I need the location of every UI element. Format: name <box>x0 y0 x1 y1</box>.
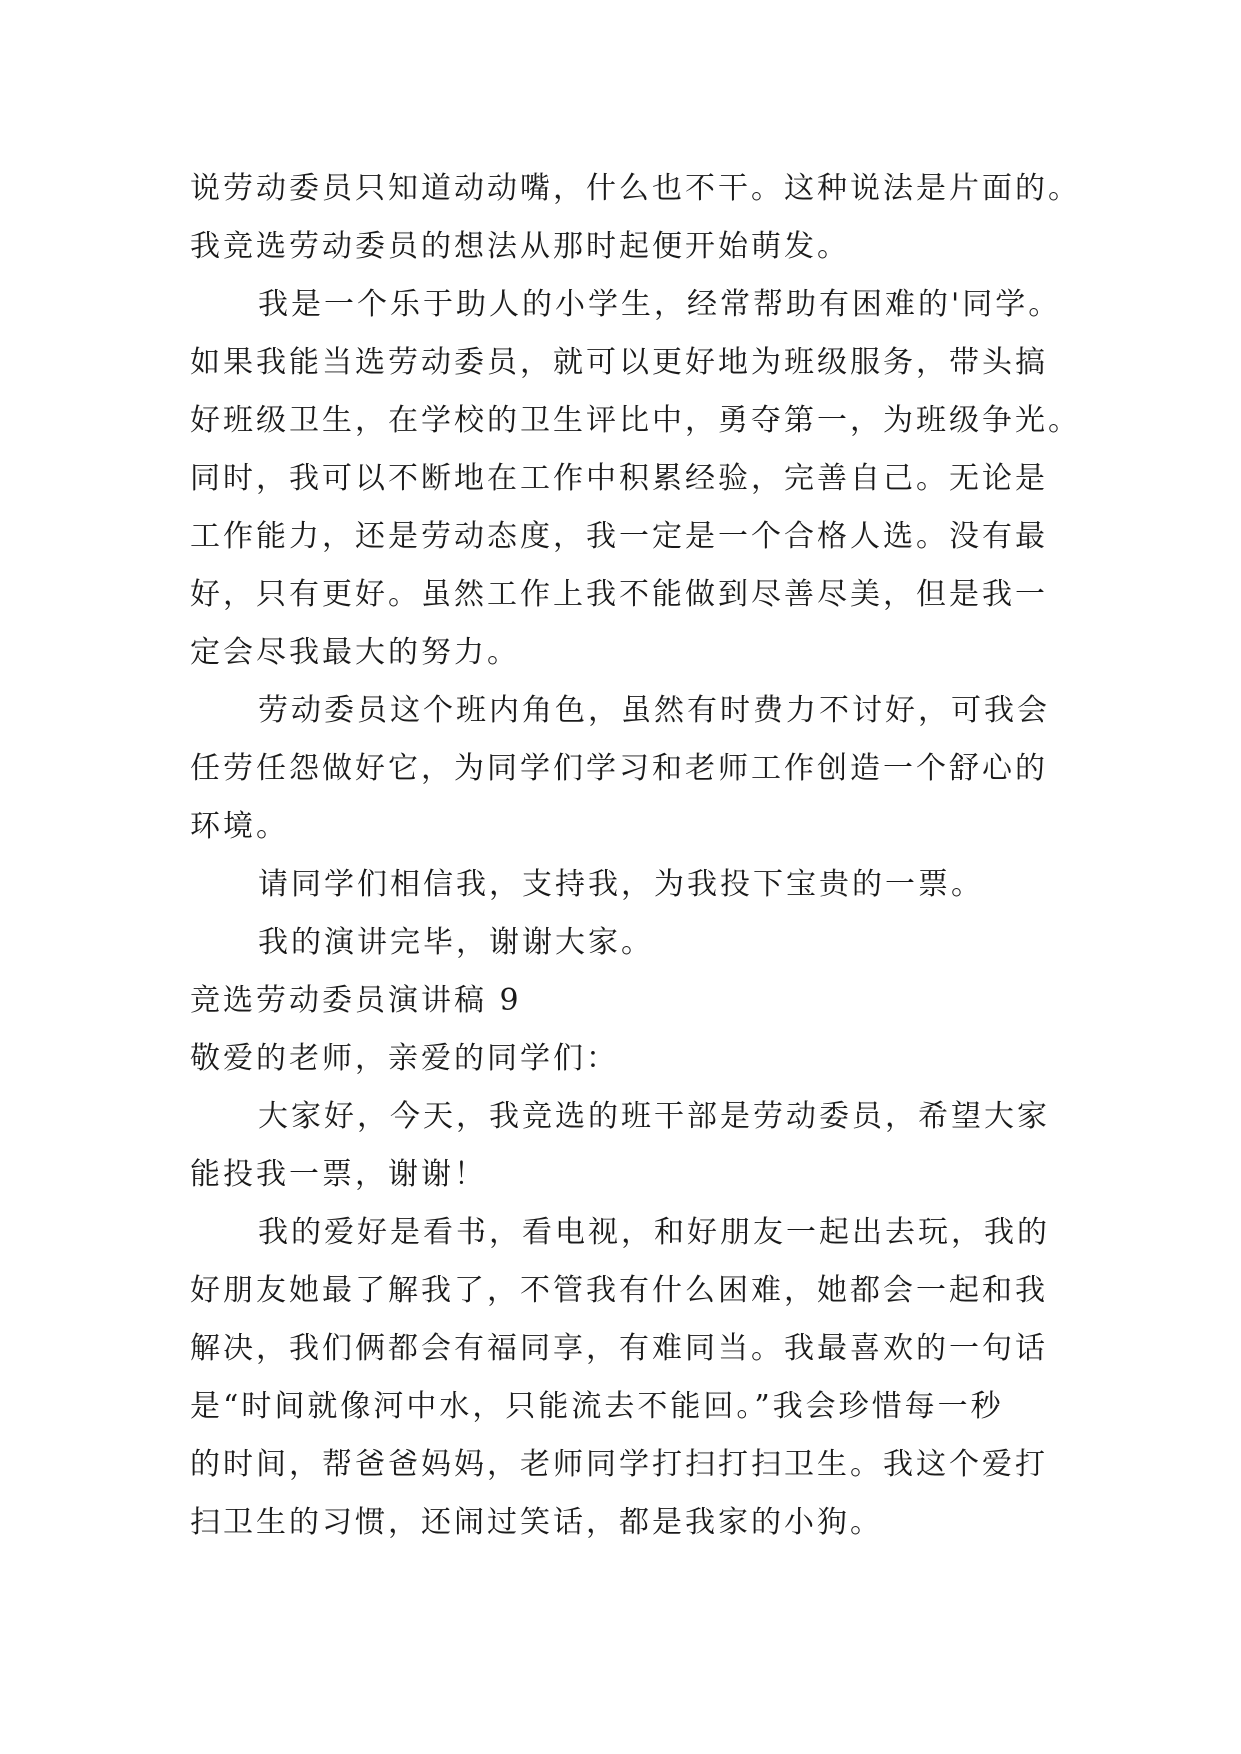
text-line: 我竞选劳动委员的想法从那时起便开始萌发。 <box>190 229 850 264</box>
text-line: 好班级卫生，在学校的卫生评比中，勇夺第一，为班级争光。 <box>190 403 1081 438</box>
text-line: 说劳动委员只知道动动嘴，什么也不干。这种说法是片面的。 <box>190 171 1081 206</box>
text-line: 是“时间就像河中水，只能流去不能回。”我会珍惜每一秒 <box>190 1389 1004 1424</box>
paragraph-start-line: 我的演讲完毕，谢谢大家。 <box>258 925 654 960</box>
text-line: 环境。 <box>190 809 289 844</box>
text-line: 定会尽我最大的努力。 <box>190 635 520 670</box>
text-line: 同时，我可以不断地在工作中积累经验，完善自己。无论是 <box>190 461 1048 496</box>
text-line: 能投我一票，谢谢！ <box>190 1157 487 1192</box>
paragraph-start-line: 大家好，今天，我竞选的班干部是劳动委员，希望大家 <box>258 1099 1050 1134</box>
paragraph-start-line: 请同学们相信我，支持我，为我投下宝贵的一票。 <box>258 867 984 902</box>
paragraph-start-line: 我是一个乐于助人的小学生，经常帮助有困难的'同学。 <box>258 287 1062 322</box>
text-line: 任劳任怨做好它，为同学们学习和老师工作创造一个舒心的 <box>190 751 1048 786</box>
text-line: 扫卫生的习惯，还闹过笑话，都是我家的小狗。 <box>190 1505 883 1540</box>
document-body <box>190 160 1081 1552</box>
paragraph-start-line: 我的爱好是看书，看电视，和好朋友一起出去玩，我的 <box>258 1215 1050 1250</box>
paragraph-start-line: 劳动委员这个班内角色，虽然有时费力不讨好，可我会 <box>258 693 1050 728</box>
text-line: 好朋友她最了解我了，不管我有什么困难，她都会一起和我 <box>190 1273 1048 1308</box>
text-line: 工作能力，还是劳动态度，我一定是一个合格人选。没有最 <box>190 519 1048 554</box>
text-line: 好，只有更好。虽然工作上我不能做到尽善尽美，但是我一 <box>190 577 1048 612</box>
salutation-line: 敬爱的老师，亲爱的同学们： <box>190 1041 619 1076</box>
section-heading: 竞选劳动委员演讲稿 9 <box>190 983 522 1018</box>
text-line: 如果我能当选劳动委员，就可以更好地为班级服务，带头搞 <box>190 345 1048 380</box>
text-line: 的时间，帮爸爸妈妈，老师同学打扫打扫卫生。我这个爱打 <box>190 1447 1048 1482</box>
text-line: 解决，我们俩都会有福同享，有难同当。我最喜欢的一句话 <box>190 1331 1048 1366</box>
